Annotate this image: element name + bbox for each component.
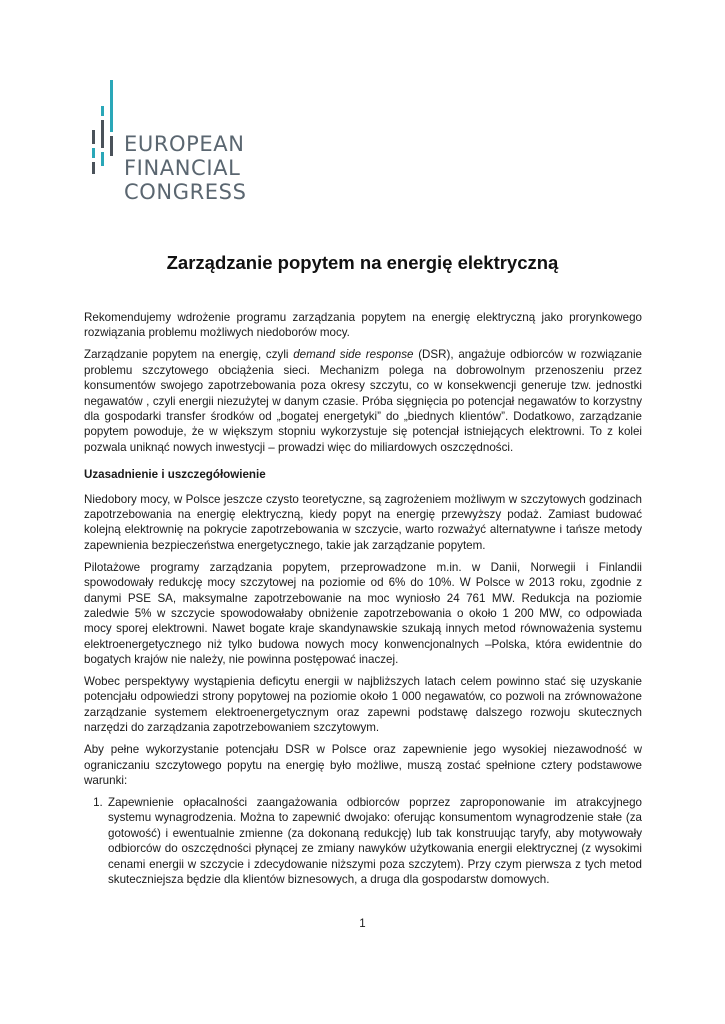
deficit-outlook-paragraph: Wobec perspektywy wystąpienia deficytu energii w najbliższych latach celem powinno stać się uzyskanie potencjału odpowiedzi strony popytowej na poziomie około 1 000 negawatów, co pozwoli na zrównoważone zarządzanie systemem elektroenergetycznym oraz zapewni podstawę dalszego rozwoju skutecznych narzędzi do zarządzania zapotrzebowaniem szczytowym. xyxy=(84,675,642,735)
logo-wordmark xyxy=(124,132,247,204)
intro-paragraph: Rekomendujemy wdrożenie programu zarządzania popytem na energię elektryczną jako prorynkowego rozwiązania problemu możliwych niedoborów mocy. xyxy=(84,311,642,340)
document-title: Zarządzanie popytem na energię elektryczną xyxy=(166,252,559,273)
dsr-term: demand side response xyxy=(293,348,414,362)
european-financial-congress-logo xyxy=(88,80,288,210)
list-item: 1. Zapewnienie opłacalności zaangażowania odbiorców poprzez zaproponowanie im atrakcyjnego systemu wynagrodzenia. Można to zapewnić dwojako: oferując konsumentom wynagrodzenie stałe (za gotowość) i ewentualnie zmienne (za dokonaną redukcję) lub tak konstruując taryfy, aby motywowały odbiorców do oszczędności płynącej ze zmiany nawyków użytkowania energii elektrycznej (z wysokimi cenami energii w szczycie i zdecydowanie niższymi poza szczytem). Przy czym pierwsza z tych metod skuteczniejsza będzie dla klientów biznesowych, a druga dla gospodarstw domowych. xyxy=(106,795,642,887)
conditions-list xyxy=(84,795,642,887)
conditions-paragraph: Aby pełne wykorzystanie potencjału DSR w Polsce oraz zapewnienie jego wysokiej niezawodność w ograniczaniu szczytowego popytu na energię było możliwe, muszą zostać spełnione cztery podstawowe warunki: xyxy=(84,743,642,787)
logo-line-1: EUROPEAN xyxy=(124,132,245,156)
document-body xyxy=(84,310,642,887)
dsr-paragraph-start: Zarządzanie popytem na energię, czyli xyxy=(84,348,294,362)
logo-line-3: CONGRESS xyxy=(124,180,247,204)
dsr-paragraph-rest: (DSR), angażuje odbiorców w rozwiązanie problemu szczytowego obciążenia sieci. Mechanizm polega na dobrowolnym przenoszeniu przez konsumentów swojego zapotrzebowania poza okresy szczytu, co w konsekwencji generuje tzw. jednostki negawatów , czyli energii niezużytej w danym czasie. Próba sięgnięcia po potencjał negawatów to korzystny dla gospodarki transfer środków od „bogatej energetyki” do „biednych klientów”. Dodatkowo, zarządzanie popytem powoduje, że w większym stopniu wykorzystuje się potencjał istniejących elektrowni. To z kolei pozwala uniknąć nowych inwestycji – prowadzi więc do miliardowych oszczędności. xyxy=(84,348,642,454)
pilot-programs-paragraph: Pilotażowe programy zarządzania popytem, przeprowadzone m.in. w Danii, Norwegii i Finlandii spowodowały redukcję mocy szczytowej na poziomie od 6% do 10%. W Polsce w 2013 roku, zgodnie z danymi PSE SA, maksymalne zapotrzebowanie na moc wyniosło 24 761 MW. Redukcja na poziomie zaledwie 5% w szczycie spowodowałaby obniżenie zapotrzebowania o około 1 200 MW, co odpowiada mocy sporej elektrowni. Nawet bogate kraje skandynawskie szukają innych metod równoważenia systemu elektroenergetycznego niż tylko budowa nowych mocy konwencjonalnych –Polska, która ewidentnie do bogatych krajów nie należy, nie powinna postępować inaczej. xyxy=(84,560,642,667)
logo-line-2: FINANCIAL xyxy=(124,156,241,180)
section-heading: Uzasadnienie i uszczegółowienie xyxy=(84,468,266,482)
dsr-paragraph xyxy=(84,347,642,455)
page-number: 1 xyxy=(359,918,366,930)
logo-bars-icon xyxy=(88,80,118,210)
shortage-paragraph: Niedobory mocy, w Polsce jeszcze czysto teoretyczne, są zagrożeniem możliwym w szczytowych godzinach zapotrzebowania na energię elektryczną, kiedy popyt na energię przewyższy podaż. Zamiast budować kolejną elektrownię na pokrycie zapotrzebowania w szczycie, warto rozważyć alternatywne i tańsze metody zapewnienia bezpieczeństwa energetycznego, takie jak zarządzanie popytem. xyxy=(84,492,642,552)
